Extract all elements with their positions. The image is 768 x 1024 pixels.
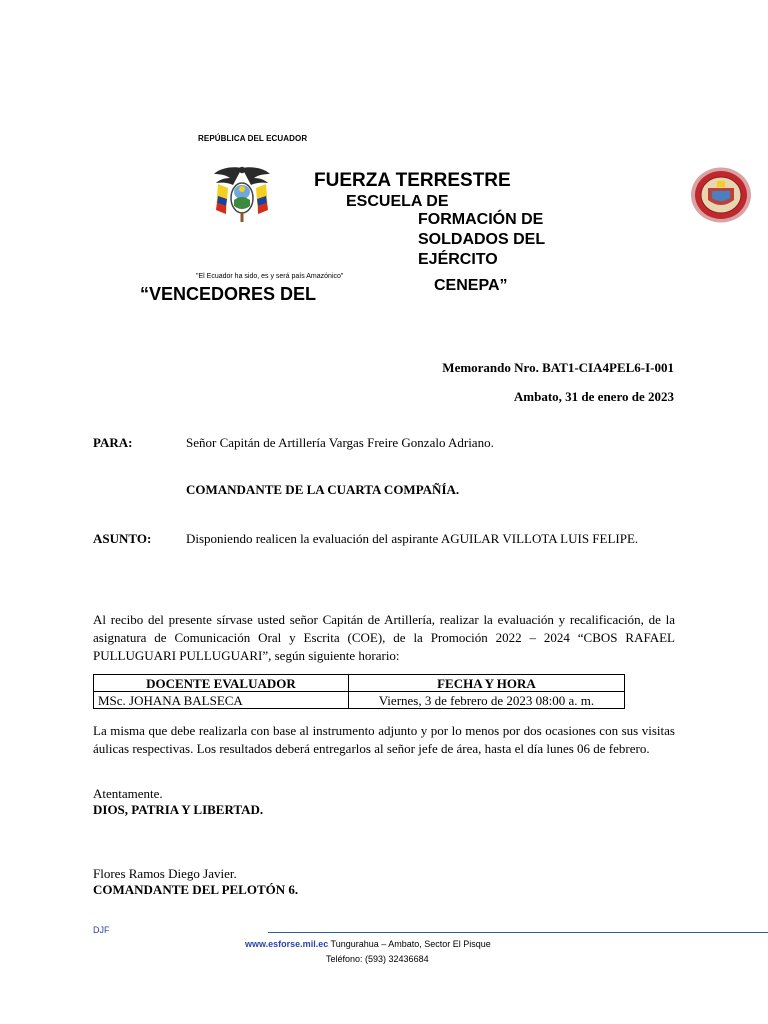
place-date: Ambato, 31 de enero de 2023	[513, 389, 674, 404]
fuerza-terrestre-heading: FUERZA TERRESTRE	[314, 170, 511, 191]
soldados-heading: SOLDADOS DEL	[418, 231, 546, 248]
para-label: PARA:	[93, 435, 133, 450]
amazonico-motto: "El Ecuador ha sido, es y será país Amazónico"	[196, 273, 344, 280]
body-paragraph-2: La misma que debe realizarla con base al instrumento adjunto y por lo menos por dos ocasiones con sus visitas áulicas respectivas. Los resultados deberá entregarlos al señor jefe de área, hasta el día lunes 06 de febrero.	[93, 723, 675, 756]
footer-phone: Teléfono: (593) 32436684	[326, 954, 429, 964]
formacion-heading: FORMACIÓN DE	[418, 211, 544, 228]
closing-motto: DIOS, PATRIA Y LIBERTAD.	[93, 802, 264, 817]
cell-fecha: Viernes, 3 de febrero de 2023 08:00 a. m.	[348, 692, 624, 709]
table-row	[94, 692, 625, 709]
esforse-seal-icon	[690, 166, 752, 224]
table-header-row	[94, 675, 625, 692]
header-fecha: FECHA Y HORA	[348, 675, 624, 692]
cenepa-heading: CENEPA”	[434, 277, 508, 294]
para-value: Señor Capitán de Artillería Vargas Freire Gonzalo Adriano.	[186, 435, 494, 450]
asunto-value: Disponiendo realicen la evaluación del aspirante AGUILAR VILLOTA LUIS FELIPE.	[186, 531, 639, 546]
schedule-table	[93, 674, 625, 709]
republica-label: REPÚBLICA DEL ECUADOR	[198, 134, 308, 143]
memo-number: Memorando Nro. BAT1-CIA4PEL6-I-001	[442, 360, 674, 375]
atentamente: Atentamente.	[93, 786, 163, 801]
asunto-label: ASUNTO:	[93, 531, 152, 546]
ejercito-heading: EJÉRCITO	[418, 251, 498, 268]
vencedores-heading: “VENCEDORES DEL	[140, 284, 317, 304]
signer-name: Flores Ramos Diego Javier.	[93, 866, 237, 881]
footer-address-line	[245, 939, 491, 949]
escuela-heading: ESCUELA DE	[346, 193, 449, 210]
body-paragraph-1: Al recibo del presente sírvase usted señor Capitán de Artillería, realizar la evaluación y recalificación, de la asignatura de Comunicación Oral y Escrita (COE), de la Promoción 2022 – 2024 “CBOS RAFAEL PULLUGUARI PULLUGUARI”, según siguiente horario:	[93, 612, 675, 663]
initials: DJF	[93, 925, 110, 935]
ecuador-coat-of-arms-icon	[210, 162, 274, 224]
header-docente: DOCENTE EVALUADOR	[94, 675, 349, 692]
website-link[interactable]: www.esforse.mil.ec	[245, 939, 329, 949]
para-role: COMANDANTE DE LA CUARTA COMPAÑÍA.	[186, 482, 460, 497]
cell-docente: MSc. JOHANA BALSECA	[94, 692, 349, 709]
footer-rule	[268, 932, 768, 933]
signer-role: COMANDANTE DEL PELOTÓN 6.	[93, 882, 299, 897]
footer-address: Tungurahua – Ambato, Sector El Pisque	[328, 939, 491, 949]
